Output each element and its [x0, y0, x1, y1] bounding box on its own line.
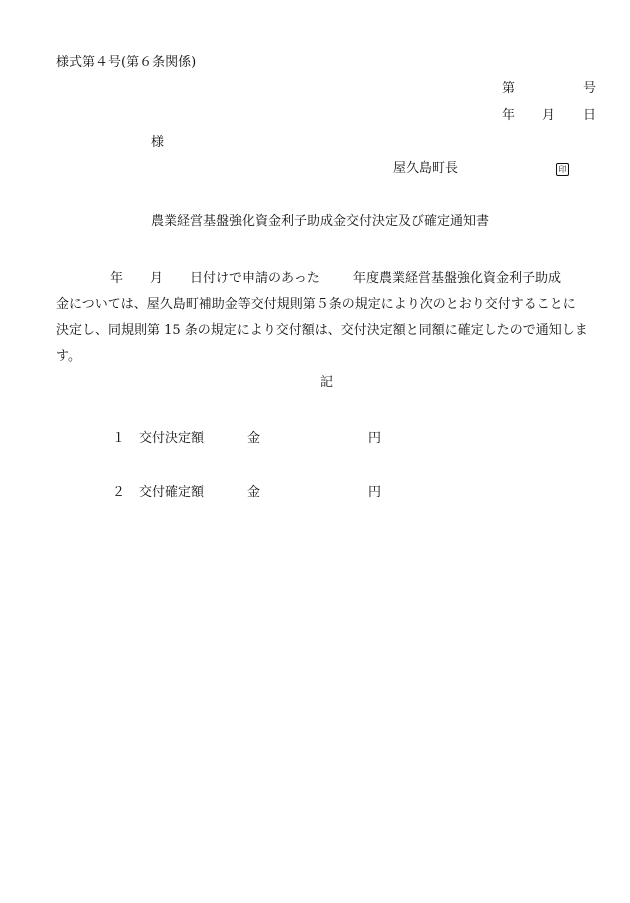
item-number: １ — [112, 431, 126, 446]
addressee-honorific: 様 — [151, 135, 165, 150]
body-line-2: 金については、屋久島町補助金等交付規則第５条の規定により次のとおり交付することに — [56, 297, 576, 312]
sender-name: 屋久島町長 — [393, 161, 459, 176]
document-title: 農業経営基盤強化資金利子助成金交付決定及び確定通知書 — [151, 214, 490, 229]
form-number-label: 様式第４号(第６条関係) — [56, 55, 197, 70]
body-line-3: 決定し、同規則第 15 条の規定により交付額は、交付決定額と同額に確定したので通知しま — [56, 323, 588, 338]
item-kin: 金 — [247, 485, 261, 500]
ki-heading: 記 — [320, 375, 334, 390]
item-label: 交付決定額 — [139, 431, 205, 446]
notice-body — [56, 266, 600, 370]
date-month-label: 月 — [542, 108, 556, 123]
item-kin: 金 — [247, 431, 261, 446]
seal-mark — [556, 162, 569, 176]
item-number: ２ — [112, 485, 126, 500]
body-date-text: 日付けで申請のあった — [190, 271, 320, 286]
document-number-suffix: 号 — [583, 81, 597, 96]
body-line-1-rest: 年度農業経営基盤強化資金利子助成 — [353, 271, 562, 286]
body-date-month: 月 — [150, 271, 164, 286]
item-yen: 円 — [368, 485, 382, 500]
body-line-1 — [56, 266, 600, 292]
document-number-prefix: 第 — [502, 81, 516, 96]
body-date-year: 年 — [110, 271, 124, 286]
item-yen: 円 — [368, 431, 382, 446]
date-year-label: 年 — [502, 108, 516, 123]
seal-icon: 印 — [556, 163, 569, 176]
body-line-4: す。 — [56, 349, 81, 364]
date-day-label: 日 — [583, 108, 597, 123]
item-label: 交付確定額 — [139, 485, 205, 500]
